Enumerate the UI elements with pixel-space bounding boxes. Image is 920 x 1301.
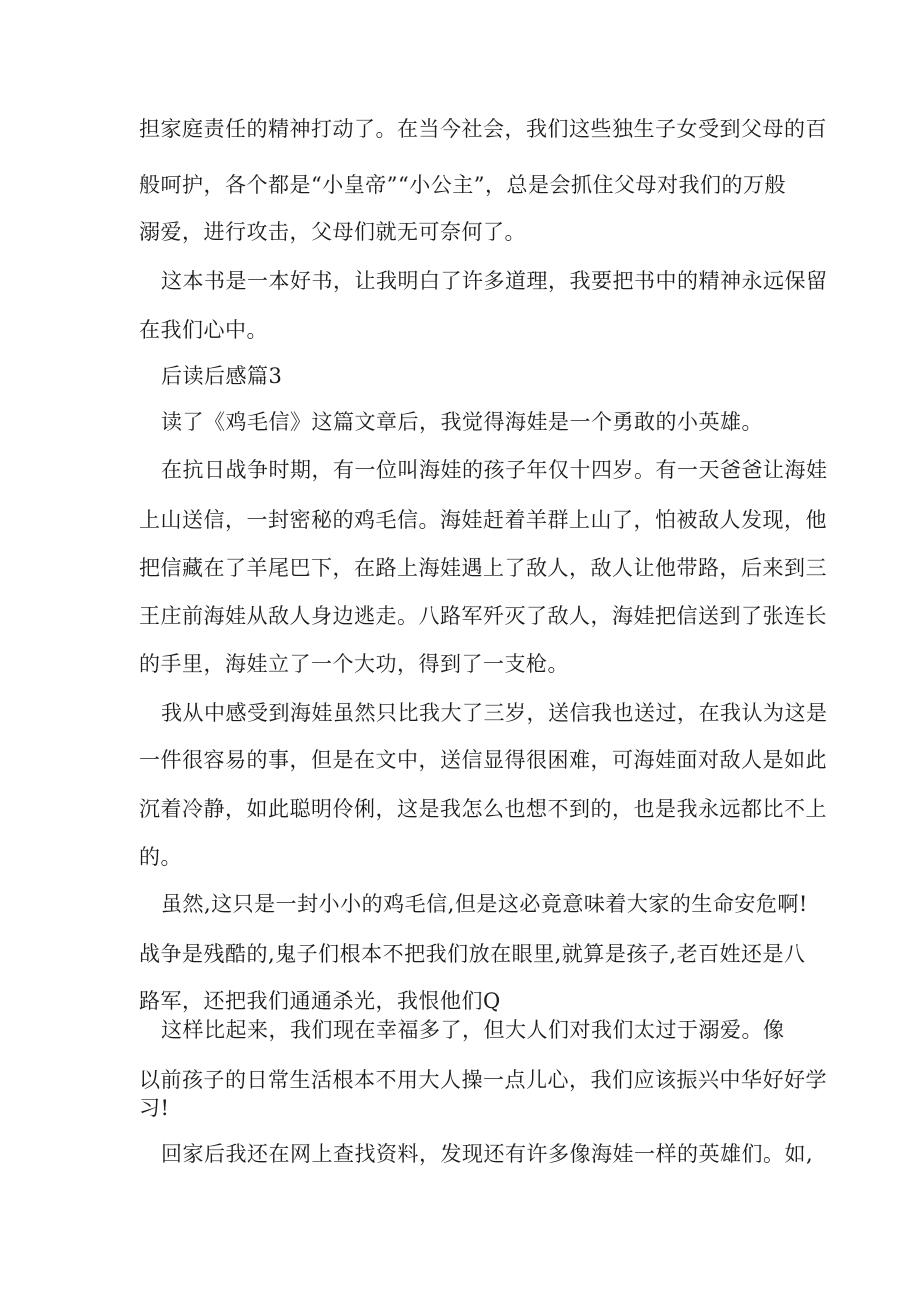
text-line: 习! [139, 1096, 170, 1120]
text-line: 沉着冷静，如此聪明伶俐，这是我怎么也想不到的，也是我永远都比不上 [139, 797, 827, 821]
text-line: 把信藏在了羊尾巴下，在路上海娃遇上了敌人，敌人让他带路，后来到三 [139, 556, 827, 580]
text-line: 这本书是一本好书，让我明白了许多道理，我要把书中的精神永远保留 [161, 269, 828, 293]
text-line: 虽然,这只是一封小小的鸡毛信,但是这必竟意味着大家的生命安危啊! [161, 892, 808, 916]
text-line: 的手里，海娃立了一个大功，得到了一支枪。 [139, 652, 569, 676]
text-line: 战争是残酷的,鬼子们根本不把我们放在眼里,就算是孩子,老百姓还是八 [139, 942, 806, 966]
text-line: 溺爱，进行攻击，父母们就无可奈何了。 [139, 220, 526, 244]
text-line: 担家庭责任的精神打动了。在当今社会，我们这些独生子女受到父母的百 [139, 117, 827, 141]
text-line: 般呵护，各个都是“小皇帝”“小公主”，总是会抓住父母对我们的万般 [139, 173, 786, 197]
text-line: 回家后我还在网上查找资料，发现还有许多像海娃一样的英雄们。如, [161, 1142, 814, 1166]
text-line: 这样比起来，我们现在幸福多了，但大人们对我们太过于溺爱。像 [161, 1018, 785, 1042]
text-line: 读了《鸡毛信》这篇文章后，我觉得海娃是一个勇敢的小英雄。 [161, 410, 763, 434]
text-line: 王庄前海娃从敌人身边逃走。八路军歼灭了敌人，海娃把信送到了张连长 [139, 604, 827, 628]
text-line: 我从中感受到海娃虽然只比我大了三岁，送信我也送过，在我认为这是 [161, 701, 828, 725]
text-line: 路军，还把我们通通杀光，我恨他们Q [139, 989, 501, 1013]
text-line: 一件很容易的事，但是在文中，送信显得很困难，可海娃面对敌人是如此 [139, 748, 827, 772]
text-line: 在我们心中。 [139, 318, 268, 342]
text-line: 的。 [139, 845, 182, 869]
text-line: 上山送信，一封密秘的鸡毛信。海娃赶着羊群上山了，怕被敌人发现，他 [139, 508, 827, 532]
text-line: 在抗日战争时期，有一位叫海娃的孩子年仅十四岁。有一天爸爸让海娃 [161, 458, 828, 482]
text-line: 以前孩子的日常生活根本不用大人操一点儿心，我们应该振兴中华好好学 [139, 1068, 827, 1092]
section-heading: 后读后感篇3 [161, 364, 283, 388]
